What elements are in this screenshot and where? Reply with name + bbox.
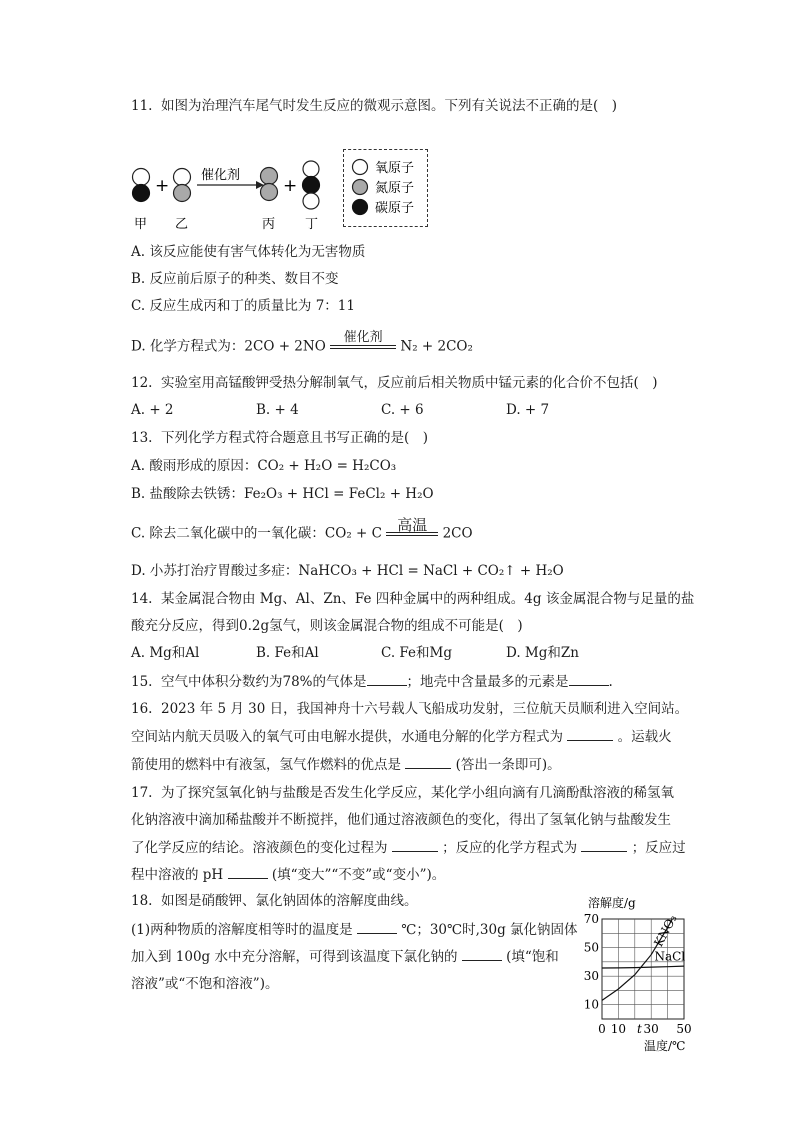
q17-text: (填“变大”“不变”或“变小”)。	[271, 867, 446, 883]
q18-text: 加入到 100g 水中充分溶解，可得到该温度下氯化钠的	[131, 949, 458, 965]
q15-line	[131, 671, 613, 692]
q16-text: 2023 年 5 月 30 日，我国神舟十六号载人飞船成功发射，三位航天员顺利进入空间站。	[161, 701, 689, 717]
reaction-condition	[386, 518, 438, 550]
label-jia: 甲	[134, 217, 148, 232]
catalyst-label: 催化剂	[201, 168, 241, 183]
q13-option-c	[131, 518, 473, 550]
q16-text: 箭使用的燃料中有液氢，氢气作燃料的优点是	[131, 757, 401, 773]
q17-line4	[131, 864, 445, 885]
q12-stem-line	[131, 373, 658, 393]
carbon-atom	[133, 185, 150, 202]
q18-text: (填“饱和	[506, 949, 559, 965]
option-c-rhs: 2CO	[442, 525, 473, 542]
question-number: 16.	[131, 701, 153, 717]
option-c: C. Fe和Mg	[381, 645, 453, 661]
question-stem: 下列化学方程式符合题意且书写正确的是( )	[161, 430, 429, 446]
option-b: B. Fe和Al	[256, 645, 319, 661]
q15-text-3: .	[608, 674, 613, 690]
question-number: 17.	[131, 785, 153, 801]
plus-sign: +	[155, 176, 170, 196]
q17-text: 了化学反应的结论。溶液颜色的变化过程为	[131, 840, 388, 856]
q17-text: ；反应的化学方程式为	[442, 840, 578, 856]
question-number: 14.	[131, 591, 153, 607]
oxygen-atom	[133, 169, 150, 186]
option-a: A. Mg和Al	[131, 645, 200, 661]
q15-text-1: 空气中体积分数约为78%的气体是	[161, 674, 367, 690]
answer-blank[interactable]	[367, 671, 407, 686]
nitrogen-atom	[353, 180, 368, 195]
q16-text: (答出一条即可)。	[455, 757, 561, 773]
q13-option-a: A. 酸雨形成的原因：CO₂ + H₂O = H₂CO₃	[131, 458, 397, 474]
y-tick-label: 70	[584, 912, 599, 926]
nitrogen-atom	[261, 168, 278, 185]
question-number: 15.	[131, 674, 153, 690]
plot-frame	[602, 919, 684, 1019]
q17-text: ；反应过	[631, 840, 686, 856]
oxygen-atom	[353, 160, 368, 175]
answer-blank[interactable]	[392, 837, 438, 852]
label-ding: 丁	[305, 217, 319, 232]
q18-stem-line	[131, 891, 418, 911]
carbon-atom	[353, 200, 368, 215]
condition-text: 催化剂	[343, 330, 383, 345]
reaction-condition	[330, 331, 396, 363]
question-number: 11.	[131, 98, 153, 114]
option-d-rhs: N₂ + 2CO₂	[400, 338, 473, 355]
x-tick-label: 30	[643, 1022, 659, 1036]
y-tick-label: 30	[584, 969, 599, 984]
q13-option-d: D. 小苏打治疗胃酸过多症：NaHCO₃ + HCl = NaCl + CO₂↑ + H₂O	[131, 563, 564, 579]
condition-text: 高温	[397, 516, 428, 534]
atom-legend	[343, 149, 428, 227]
option-c: C. + 6	[381, 402, 424, 418]
question-number: 18.	[131, 893, 153, 909]
oxygen-atom	[303, 193, 319, 209]
answer-blank[interactable]	[567, 726, 613, 741]
q11-stem-line	[131, 96, 617, 116]
answer-blank[interactable]	[581, 837, 627, 852]
solubility-chart	[584, 893, 696, 1053]
legend-nitrogen: 氮原子	[375, 181, 415, 196]
y-axis-title: 溶解度/g	[588, 896, 636, 910]
option-d: D. + 7	[506, 402, 550, 418]
legend-carbon: 碳原子	[375, 201, 415, 216]
series-line-nacl	[602, 966, 684, 968]
q16-text: 空间站内航天员吸入的氧气可由电解水提供，水通电分解的化学方程式为	[131, 729, 563, 745]
option-b: B. + 4	[256, 402, 299, 418]
q16-line1	[131, 699, 688, 719]
q18-line3: 溶液”或“不饱和溶液”)。	[131, 976, 279, 992]
x-tick-label: t	[636, 1022, 642, 1036]
q17-line1	[131, 783, 674, 803]
legend-oxygen: 氧原子	[375, 161, 415, 176]
nitrogen-atom	[261, 184, 278, 201]
label-bing: 丙	[262, 217, 276, 232]
q16-line3	[131, 754, 561, 775]
x-tick-label: 0	[598, 1022, 606, 1036]
q14-line1	[131, 589, 694, 609]
y-tick-label: 50	[584, 940, 599, 955]
question-number: 13.	[131, 430, 153, 446]
question-number: 12.	[131, 375, 153, 391]
question-stem: 实验室用高锰酸钾受热分解制氧气，反应前后相关物质中锰元素的化合价不包括( )	[161, 375, 658, 391]
oxygen-atom	[303, 161, 319, 177]
plus-sign: +	[283, 176, 298, 196]
answer-blank[interactable]	[357, 919, 397, 934]
q16-line2	[131, 726, 672, 747]
question-stem: 某金属混合物由 Mg、Al、Zn、Fe 四种金属中的两种组成。4g 该金属混合物与足量的盐	[161, 591, 695, 607]
answer-blank[interactable]	[405, 754, 451, 769]
q17-text: 为了探究氢氧化钠与盐酸是否发生化学反应，某化学小组向滴有几滴酚酞溶液的稀氢氧	[161, 785, 674, 801]
question-stem: 如图是硝酸钾、氯化钠固体的溶解度曲线。	[161, 893, 418, 909]
series-label-nacl: NaCl	[654, 949, 686, 964]
answer-blank[interactable]	[569, 671, 609, 686]
q17-line2: 化钠溶液中滴加稀盐酸并不断搅拌，他们通过溶液颜色的变化，得出了氢氧化钠与盐酸发生	[131, 812, 671, 828]
question-stem: 如图为治理汽车尾气时发生反应的微观示意图。下列有关说法不正确的是( )	[161, 98, 618, 114]
option-c-lhs: C. 除去二氧化碳中的一氧化碳：CO₂ + C	[131, 525, 382, 542]
oxygen-atom	[174, 169, 191, 186]
carbon-atom	[303, 177, 320, 194]
q11-option-d	[131, 331, 473, 363]
label-yi: 乙	[175, 217, 189, 232]
option-d-lhs: D. 化学方程式为：2CO + 2NO	[131, 338, 326, 355]
q18-line1	[131, 919, 578, 940]
q16-text: 。运载火	[617, 729, 672, 745]
answer-blank[interactable]	[462, 946, 502, 961]
answer-blank[interactable]	[228, 864, 268, 879]
q13-option-b: B. 盐酸除去铁锈：Fe₂O₃ + HCl = FeCl₂ + H₂O	[131, 486, 434, 502]
y-tick-label: 10	[584, 997, 599, 1012]
q17-text: 程中溶液的 pH	[131, 867, 224, 883]
x-tick-label: 10	[610, 1022, 627, 1036]
q14-line2: 酸充分反应，得到0.2g氢气，则该金属混合物的组成不可能是( )	[131, 618, 523, 634]
q18-text: (1)两种物质的溶解度相等时的温度是	[131, 922, 353, 938]
q13-stem-line	[131, 428, 428, 448]
option-d: D. Mg和Zn	[506, 645, 579, 661]
q11-option-c: C. 反应生成丙和丁的质量比为 7：11	[131, 298, 355, 314]
x-axis-title: 温度/℃	[644, 1039, 686, 1053]
q11-option-b: B. 反应前后原子的种类、数目不变	[131, 271, 339, 287]
q11-option-a: A. 该反应能使有害气体转化为无害物质	[131, 244, 366, 260]
series-label-kno3: KNO₃	[651, 912, 680, 949]
x-tick-label: 50	[676, 1022, 692, 1036]
q18-line2	[131, 946, 559, 967]
option-a: A. + 2	[131, 402, 174, 418]
q17-line3	[131, 837, 686, 858]
q15-text-2: ；地壳中含量最多的元素是	[406, 674, 569, 690]
q18-text: ℃；30℃时,30g 氯化钠固体	[401, 922, 578, 938]
nitrogen-atom	[174, 185, 191, 202]
